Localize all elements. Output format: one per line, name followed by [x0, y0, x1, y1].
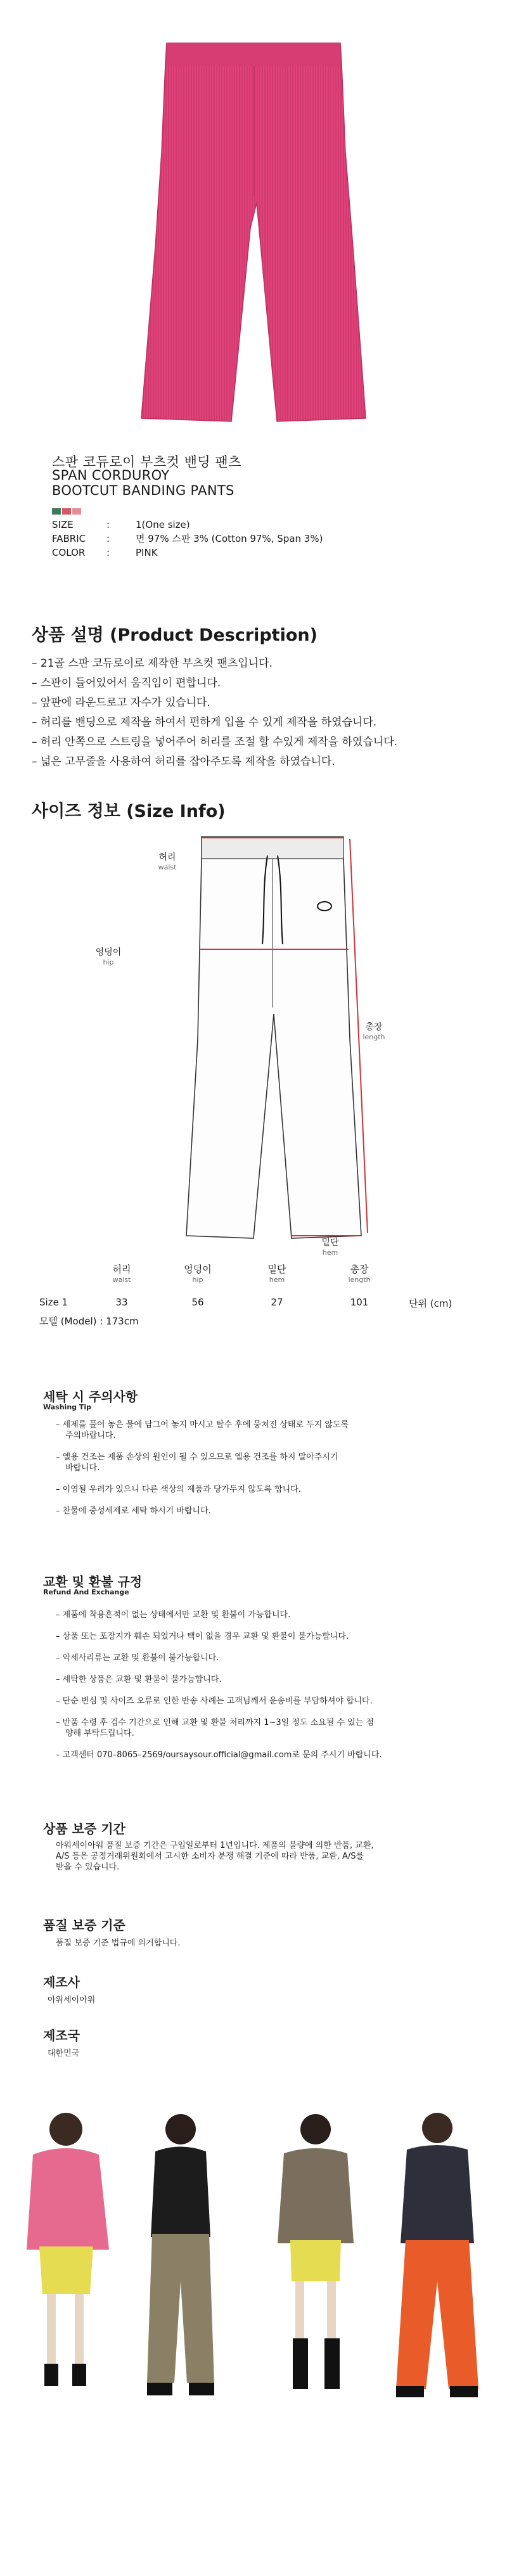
label-kr: 허리 [158, 852, 176, 862]
label-en: hip [103, 958, 114, 966]
description-item: – 넓은 고무줄을 사용하여 허리를 잡아주도록 제작을 하였습니다. [32, 755, 335, 768]
origin-heading: 제조국 [43, 2028, 80, 2043]
exchange-item: – 제품에 착용흔적이 없는 상태에서만 교환 및 환불이 가능합니다. [56, 1610, 291, 1620]
description-item: – 허리를 밴딩으로 제작을 하여서 편하게 입을 수 있게 제작을 하였습니다. [32, 716, 377, 729]
warranty-line: 아워세이아워 품질 보증 기간은 구입일로부터 1년입니다. 제품의 불량에 의한 반품, 교환, [56, 1841, 374, 1850]
diagram-label-waist [155, 850, 180, 871]
label-en: length [363, 1033, 385, 1041]
size-unit: 단위 (cm) [409, 1298, 452, 1309]
label-kr: 총장 [365, 1022, 383, 1032]
warranty-heading: 상품 보증 기간 [43, 1821, 125, 1836]
label-en: waist [158, 863, 177, 871]
description-item: – 앞판에 라운드로고 자수가 있습니다. [32, 696, 210, 709]
col-en: hip [192, 1276, 203, 1284]
exchange-item: 양해 부탁드립니다. [65, 1729, 134, 1738]
spec-sep: : [106, 547, 110, 558]
spec-fabric [52, 532, 323, 546]
description-heading: 상품 설명 (Product Description) [32, 625, 318, 645]
spec-value: 1(One size) [136, 519, 190, 530]
size-col-waist [96, 1262, 147, 1284]
product-title-kr: 스판 코듀로이 부츠컷 밴딩 팬츠 [52, 454, 241, 470]
swatch-green [52, 508, 61, 515]
diagram-label-hem [314, 1236, 346, 1257]
washing-item: – 세제를 풀어 놓은 물에 담그어 놓지 마시고 탈수 후에 뭉쳐진 상태로 두지 않도록 [56, 1420, 349, 1430]
description-list [32, 654, 397, 772]
exchange-item: – 고객센터 070–8065–2569/oursaysour.official@gmail.com로 문의 주시기 바랍니다. [56, 1750, 382, 1760]
quality-heading: 품질 보증 기준 [43, 1918, 125, 1933]
warranty-line: A/S 등은 공정거래위원회에서 고시한 소비자 분쟁 해결 기준에 따라 반품, 교환, A/S를 [56, 1852, 364, 1861]
spec-size [52, 518, 190, 532]
washing-item: 주의바랍니다. [65, 1431, 116, 1440]
size-info-heading: 사이즈 정보 (Size Info) [32, 802, 226, 821]
product-photo [130, 38, 377, 428]
spec-sep: : [106, 533, 110, 544]
warranty-line: 받을 수 있습니다. [56, 1862, 120, 1872]
exchange-heading: 교환 및 환불 규정 [43, 1574, 143, 1589]
swatch-pink [72, 508, 81, 515]
col-en: length [348, 1276, 371, 1284]
spec-label: SIZE [52, 519, 74, 530]
spec-label: FABRIC [52, 533, 86, 544]
description-item: – 스판이 들어있어서 움직임이 편합니다. [32, 677, 221, 689]
origin-text: 대한민국 [48, 2049, 80, 2058]
col-kr: 허리 [112, 1264, 131, 1275]
model-photo-2 [133, 2104, 228, 2402]
spec-color [52, 546, 158, 560]
swatch-rose [62, 508, 71, 515]
col-kr: 밑단 [267, 1264, 286, 1275]
size-row-label: Size 1 [39, 1297, 68, 1308]
product-subtitle-en: BOOTCUT BANDING PANTS [52, 483, 234, 498]
spec-label: COLOR [52, 547, 86, 558]
description-item: – 허리 안쪽으로 스트링을 넣어주어 허리를 조절 할 수있게 제작을 하였습니다. [32, 736, 398, 748]
diagram-label-length [358, 1020, 390, 1041]
label-kr: 밑단 [321, 1238, 339, 1248]
size-value-hip: 56 [191, 1297, 204, 1308]
exchange-item: – 상품 또는 포장지가 훼손 되었거나 택이 없을 경우 교환 및 환불이 불가능합니다. [56, 1632, 349, 1641]
product-title-en: SPAN CORDUROY [52, 468, 170, 483]
exchange-subheading: Refund And Exchange [43, 1588, 129, 1596]
description-item: – 21골 스판 코듀로이로 제작한 부츠컷 팬츠입니다. [32, 657, 273, 670]
size-col-hem [252, 1262, 302, 1284]
washing-item: – 옐용 건조는 제품 손상의 원인이 될 수 있으므로 옐용 건조를 하지 말아주시기 [56, 1452, 338, 1462]
washing-item: 바랍니다. [65, 1463, 100, 1473]
washing-item: – 찬물에 중성세제로 세탁 하시기 바랍니다. [56, 1506, 211, 1516]
label-kr: 엉덩이 [95, 947, 122, 958]
spec-value: PINK [136, 547, 158, 558]
size-diagram [184, 830, 387, 1248]
col-kr: 총장 [350, 1264, 369, 1275]
size-value-hem: 27 [271, 1297, 283, 1308]
exchange-item: – 단순 변심 및 사이즈 오류로 인한 반송 사례는 고객님께서 운송비를 부담하셔야 합니다. [56, 1696, 373, 1706]
maker-text: 아워세이아워 [48, 1996, 96, 2005]
spec-value: 면 97% 스판 3% (Cotton 97%, Span 3%) [136, 533, 323, 544]
quality-text: 품질 보증 기준 법규에 의거합니다. [56, 1938, 181, 1948]
model-photo-1 [14, 2104, 119, 2395]
col-kr: 엉덩이 [184, 1264, 212, 1275]
washing-heading: 세탁 시 주의사항 [43, 1389, 138, 1404]
color-swatches [52, 505, 82, 517]
size-value-waist: 33 [115, 1297, 128, 1308]
diagram-label-hip [93, 945, 124, 966]
spec-sep: : [106, 519, 110, 530]
model-height: 모델 (Model) : 173cm [39, 1316, 139, 1327]
size-col-hip [172, 1262, 223, 1284]
maker-heading: 제조사 [43, 1975, 80, 1990]
size-value-length: 101 [350, 1297, 369, 1308]
exchange-item: – 악세사리류는 교환 및 환불이 불가능합니다. [56, 1653, 219, 1663]
size-col-length [334, 1262, 385, 1284]
model-photo-4 [387, 2104, 488, 2402]
label-en: hem [322, 1248, 338, 1257]
exchange-item: – 반품 수령 후 검수 기간으로 인해 교환 및 환불 처리까지 1~3일 정도 소요될 수 있는 점 [56, 1718, 374, 1727]
col-en: hem [269, 1276, 285, 1284]
exchange-item: – 세탁한 상품은 교환 및 환불이 불가능합니다. [56, 1675, 222, 1684]
washing-subheading: Washing Tip [43, 1403, 91, 1411]
washing-item: – 이염될 우려가 있으니 다른 색상의 제품과 당가두지 않도록 합니다. [56, 1485, 301, 1494]
model-photo-3 [265, 2104, 366, 2402]
col-en: waist [112, 1276, 131, 1284]
